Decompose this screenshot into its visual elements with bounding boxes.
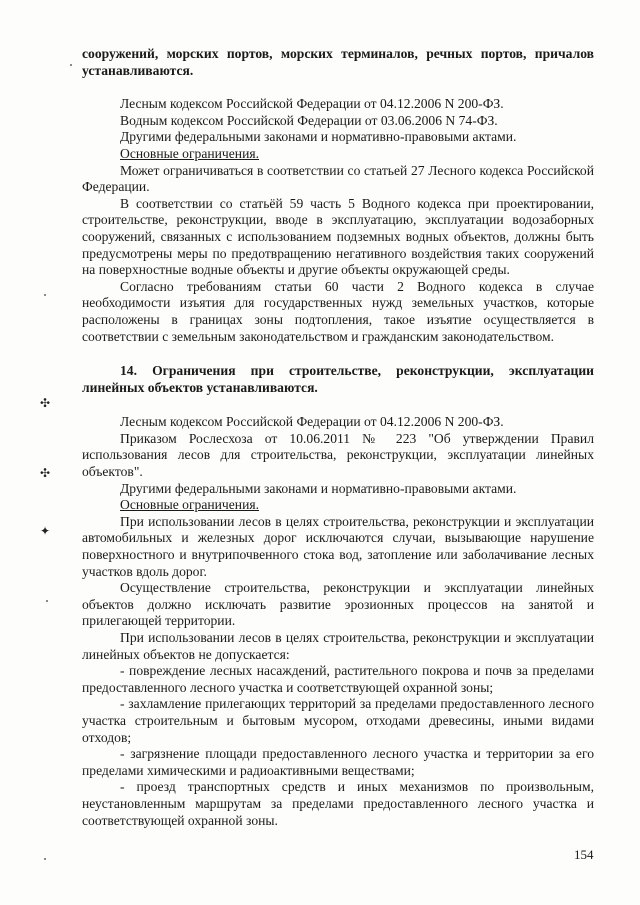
paragraph: Осуществление строительства, реконструкции и эксплуатации линейных объектов должно исключать развитие эрозионных процессов на занятой и прилегающей территории.	[82, 580, 594, 629]
law-reference: Другими федеральными законами и нормативно-правовыми актами.	[120, 129, 517, 145]
restrictions-subtitle	[82, 497, 594, 514]
list-item: - повреждение лесных насаждений, растительного покрова и почв за пределами предоставленного лесного участка и соответствующей охранной зоны;	[82, 663, 594, 695]
scan-speck	[44, 294, 46, 296]
document-body	[82, 46, 594, 829]
paragraph: Согласно требованиям статьи 60 части 2 Водного кодекса в случае необходимости изъятия для государственных нужд земельных участков, которые расположены в границах зоны подтопления, такое изъятие осуществляется в соответствии с земельным законодательством и гражданским законодательством.	[82, 278, 594, 344]
paragraph: При использовании лесов в целях строительства, реконструкции и эксплуатации линейных объектов не допускается:	[82, 630, 594, 662]
restrictions-subtitle-text: Основные ограничения.	[120, 145, 260, 161]
law-reference: Другими федеральными законами и нормативно-правовыми актами.	[120, 480, 517, 496]
punch-hole-mark: ✣	[40, 396, 51, 410]
continued-heading: сооружений, морских портов, морских терминалов, речных портов, причалов устанавливаются.	[82, 46, 594, 78]
restrictions-subtitle-text: Основные ограничения.	[120, 497, 260, 513]
list-item: - захламление прилегающих территорий за пределами предоставленного лесного участка строительным и бытовым мусором, отходами древесины, иными видами отходов;	[82, 696, 594, 745]
list-item: - проезд транспортных средств и иных механизмов по произвольным, неустановленным маршрутам за пределами предоставленного лесного участка и соответствующей охранной зоны.	[82, 779, 594, 828]
law-reference: Приказом Рослесхоза от 10.06.2011 № 223 "Об утверждении Правил использования лесов для строительства, реконструкции, эксплуатации линейных объектов".	[82, 430, 594, 480]
law-reference: Лесным кодексом Российской Федерации от 04.12.2006 N 200-ФЗ.	[120, 414, 504, 430]
punch-hole-mark: ✣	[40, 466, 51, 480]
scan-speck	[46, 600, 48, 602]
scan-speck	[70, 64, 72, 66]
scan-speck	[44, 858, 46, 860]
restrictions-subtitle	[82, 146, 594, 163]
page-number: 154	[574, 847, 594, 862]
punch-hole-mark: ✦	[40, 524, 51, 538]
list-item: - загрязнение площади предоставленного лесного участка и территории за его пределами химическими и радиоактивными веществами;	[82, 746, 594, 778]
law-reference: Лесным кодексом Российской Федерации от 04.12.2006 N 200-ФЗ.	[120, 96, 504, 112]
paragraph: Может ограничиваться в соответствии со статьей 27 Лесного кодекса Российской Федерации.	[82, 162, 594, 195]
paragraph: В соответствии со статьёй 59 часть 5 Водного кодекса при проектировании, строительстве, реконструкции, вводе в эксплуатацию, эксплуатации водозаборных сооружений, связанных с использованием подземных водных объектов, должны быть предусмотрены меры по предотвращению негативного воздействия таких сооружений на поверхностные водные объекты и другие объекты окружающей среды.	[82, 195, 594, 278]
law-reference: Водным кодексом Российской Федерации от 03.06.2006 N 74-ФЗ.	[120, 112, 498, 128]
paragraph: При использовании лесов в целях строительства, реконструкции и эксплуатации автомобильных и железных дорог исключаются случаи, вызывающие нарушение поверхностного и внутрипочвенного стока вод, затопление или заболачивание лесных участков вдоль дорог.	[82, 513, 594, 579]
section-heading: 14. Ограничения при строительстве, реконструкции, эксплуатации линейных объектов устанавливаются.	[82, 363, 594, 395]
